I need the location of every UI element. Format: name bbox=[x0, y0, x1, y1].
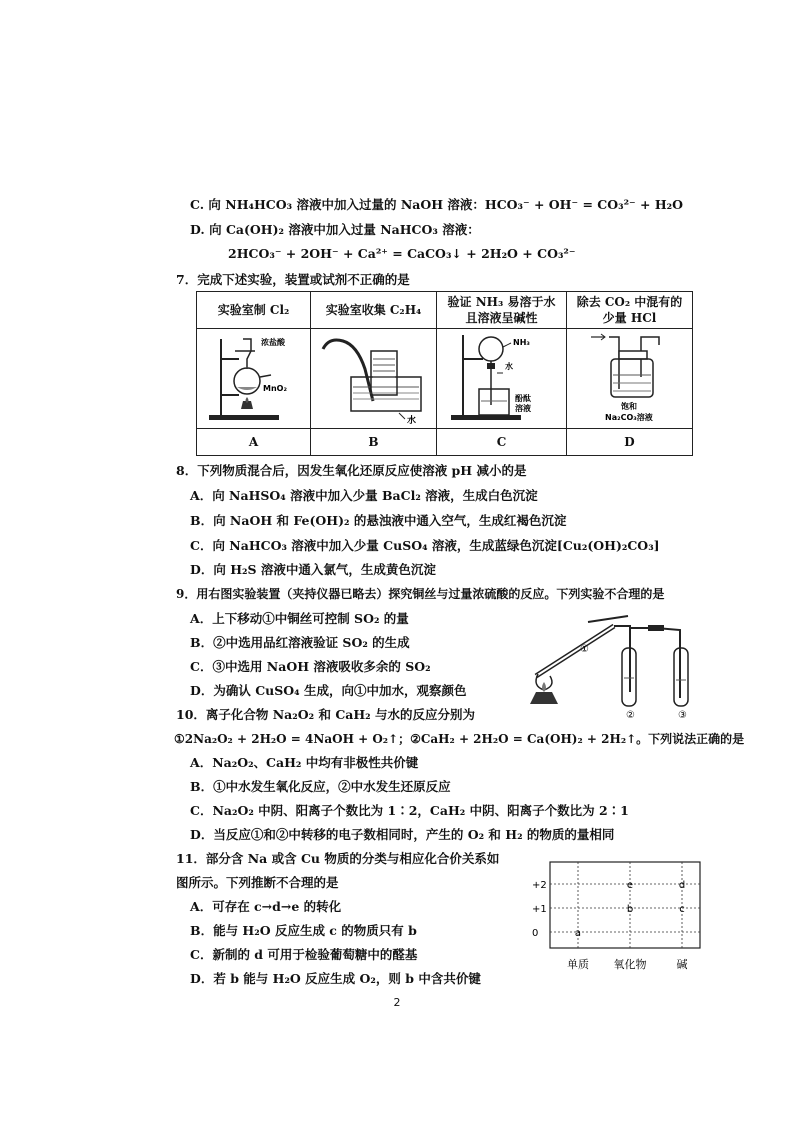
q11-stem-line2: 图所示。下列推断不合理的是 bbox=[176, 875, 339, 890]
q10-option-a: A．Na₂O₂、CaH₂ 中均有非极性共价键 bbox=[190, 755, 419, 770]
q7-label-b: B bbox=[311, 429, 437, 456]
q7-header-c-line2: 且溶液呈碱性 bbox=[465, 311, 538, 325]
page-number: 2 bbox=[393, 996, 401, 1009]
q10-option-c: C．Na₂O₂ 中阴、阳离子个数比为 1∶2，CaH₂ 中阴、阳离子个数比为 2∶1 bbox=[190, 803, 629, 818]
chart-frame bbox=[550, 862, 700, 948]
q7-header-c-line1: 验证 NH₃ 易溶于水 bbox=[447, 295, 556, 309]
point-b: b bbox=[626, 904, 634, 915]
label-nh3: NH₃ bbox=[512, 338, 530, 347]
q7-stem: 7．完成下述实验，装置或试剂不正确的是 bbox=[176, 272, 410, 287]
label-mno2: MnO₂ bbox=[262, 384, 287, 393]
q10-option-d: D．当反应①和②中转移的电子数相同时，产生的 O₂ 和 H₂ 的物质的量相同 bbox=[190, 827, 615, 842]
y-tick-label: 0 bbox=[532, 928, 539, 939]
apparatus-c bbox=[437, 329, 567, 429]
q10-equations: ①2Na₂O₂ + 2H₂O = 4NaOH + O₂↑；②CaH₂ + 2H₂O = Ca(OH)₂ + 2H₂↑。下列说法正确的是 bbox=[174, 732, 745, 746]
q11-option-c: C．新制的 d 可用于检验葡萄糖中的醛基 bbox=[190, 947, 418, 962]
mark-3: ③ bbox=[678, 710, 687, 720]
q10-stem: 10．离子化合物 Na₂O₂ 和 CaH₂ 与水的反应分别为 bbox=[176, 707, 475, 722]
q6-option-d: D. 向 Ca(OH)₂ 溶液中加入过量 NaHCO₃ 溶液： bbox=[190, 222, 480, 237]
apparatus-d bbox=[567, 329, 693, 429]
label-conc-hcl: 浓盐酸 bbox=[260, 338, 285, 347]
q7-header-c bbox=[437, 292, 567, 329]
q7-header-d-line1: 除去 CO₂ 中混有的 bbox=[576, 295, 683, 309]
label-saturated: 饱和 bbox=[620, 402, 637, 411]
q8-stem: 8．下列物质混合后，因发生氧化还原反应使溶液 pH 减小的是 bbox=[176, 463, 527, 478]
nh3-fountain-diagram bbox=[439, 329, 565, 425]
q7-header-d-line2: 少量 HCl bbox=[602, 311, 657, 325]
q7-header-a: 实验室制 Cl₂ bbox=[197, 292, 311, 329]
valence-chart bbox=[508, 858, 708, 978]
x-category-label: 氧化物 bbox=[613, 958, 647, 971]
point-c: c bbox=[679, 904, 685, 915]
point-e: e bbox=[626, 880, 634, 891]
c2h4-collection-diagram bbox=[313, 329, 435, 425]
q11-option-b: B．能与 H₂O 反应生成 c 的物质只有 b bbox=[190, 923, 417, 938]
q9-option-b: B．②中选用品红溶液验证 SO₂ 的生成 bbox=[190, 635, 410, 650]
label-phenol-1: 酚酞 bbox=[514, 394, 531, 403]
label-water-c: 水 bbox=[504, 362, 513, 371]
point-a: a bbox=[574, 928, 582, 939]
q11-option-d: D．若 b 能与 H₂O 反应生成 O₂，则 b 中含共价键 bbox=[190, 971, 481, 986]
apparatus-b bbox=[311, 329, 437, 429]
q8-option-b: B．向 NaOH 和 Fe(OH)₂ 的悬浊液中通入空气，生成红褐色沉淀 bbox=[190, 513, 567, 528]
label-na2co3: Na₂CO₃溶液 bbox=[604, 413, 653, 422]
q7-table bbox=[196, 291, 693, 456]
q7-label-c: C bbox=[437, 429, 567, 456]
q9-stem: 9．用右图实验装置（夹持仪器已略去）探究铜丝与过量浓硫酸的反应。下列实验不合理的是 bbox=[176, 587, 665, 601]
q6-option-c: C. 向 NH₄HCO₃ 溶液中加入过量的 NaOH 溶液：HCO₃⁻ + OH⁻ = CO₃²⁻ + H₂O bbox=[190, 197, 684, 212]
mark-2: ② bbox=[626, 710, 635, 720]
cl2-generator-diagram bbox=[199, 329, 309, 425]
q9-option-a: A．上下移动①中铜丝可控制 SO₂ 的量 bbox=[190, 611, 409, 626]
q11-stem-line1: 11．部分含 Na 或含 Cu 物质的分类与相应化合价关系如 bbox=[176, 851, 500, 866]
q6-option-d-equation: 2HCO₃⁻ + 2OH⁻ + Ca²⁺ = CaCO₃↓ + 2H₂O + CO₃²⁻ bbox=[228, 246, 576, 261]
q7-label-a: A bbox=[197, 429, 311, 456]
q9-option-c: C．③中选用 NaOH 溶液吸收多余的 SO₂ bbox=[190, 659, 431, 674]
y-tick-label: +1 bbox=[532, 904, 547, 915]
q7-label-d: D bbox=[567, 429, 693, 456]
apparatus-a bbox=[197, 329, 311, 429]
q11-option-a: A．可存在 c→d→e 的转化 bbox=[190, 899, 342, 914]
y-tick-label: +2 bbox=[532, 880, 547, 891]
mark-1: ① bbox=[580, 644, 589, 655]
x-category-label: 单质 bbox=[567, 958, 589, 971]
q8-option-c: C．向 NaHCO₃ 溶液中加入少量 CuSO₄ 溶液，生成蓝绿色沉淀[Cu₂(OH)₂CO₃] bbox=[190, 538, 660, 553]
gas-washing-bottle-diagram bbox=[569, 329, 691, 425]
q7-header-d bbox=[567, 292, 693, 329]
label-phenol-2: 溶液 bbox=[514, 404, 531, 413]
q7-header-b: 实验室收集 C₂H₄ bbox=[311, 292, 437, 329]
q9-apparatus-diagram bbox=[518, 608, 708, 720]
q8-option-a: A．向 NaHSO₄ 溶液中加入少量 BaCl₂ 溶液，生成白色沉淀 bbox=[190, 488, 538, 503]
label-water-b: 水 bbox=[406, 416, 416, 425]
q8-option-d: D．向 H₂S 溶液中通入氯气，生成黄色沉淀 bbox=[190, 562, 436, 577]
q10-option-b: B．①中水发生氧化反应，②中水发生还原反应 bbox=[190, 779, 451, 794]
point-d: d bbox=[678, 880, 686, 891]
q9-option-d: D．为确认 CuSO₄ 生成，向①中加水，观察颜色 bbox=[190, 683, 467, 698]
x-category-label: 碱 bbox=[676, 958, 688, 971]
